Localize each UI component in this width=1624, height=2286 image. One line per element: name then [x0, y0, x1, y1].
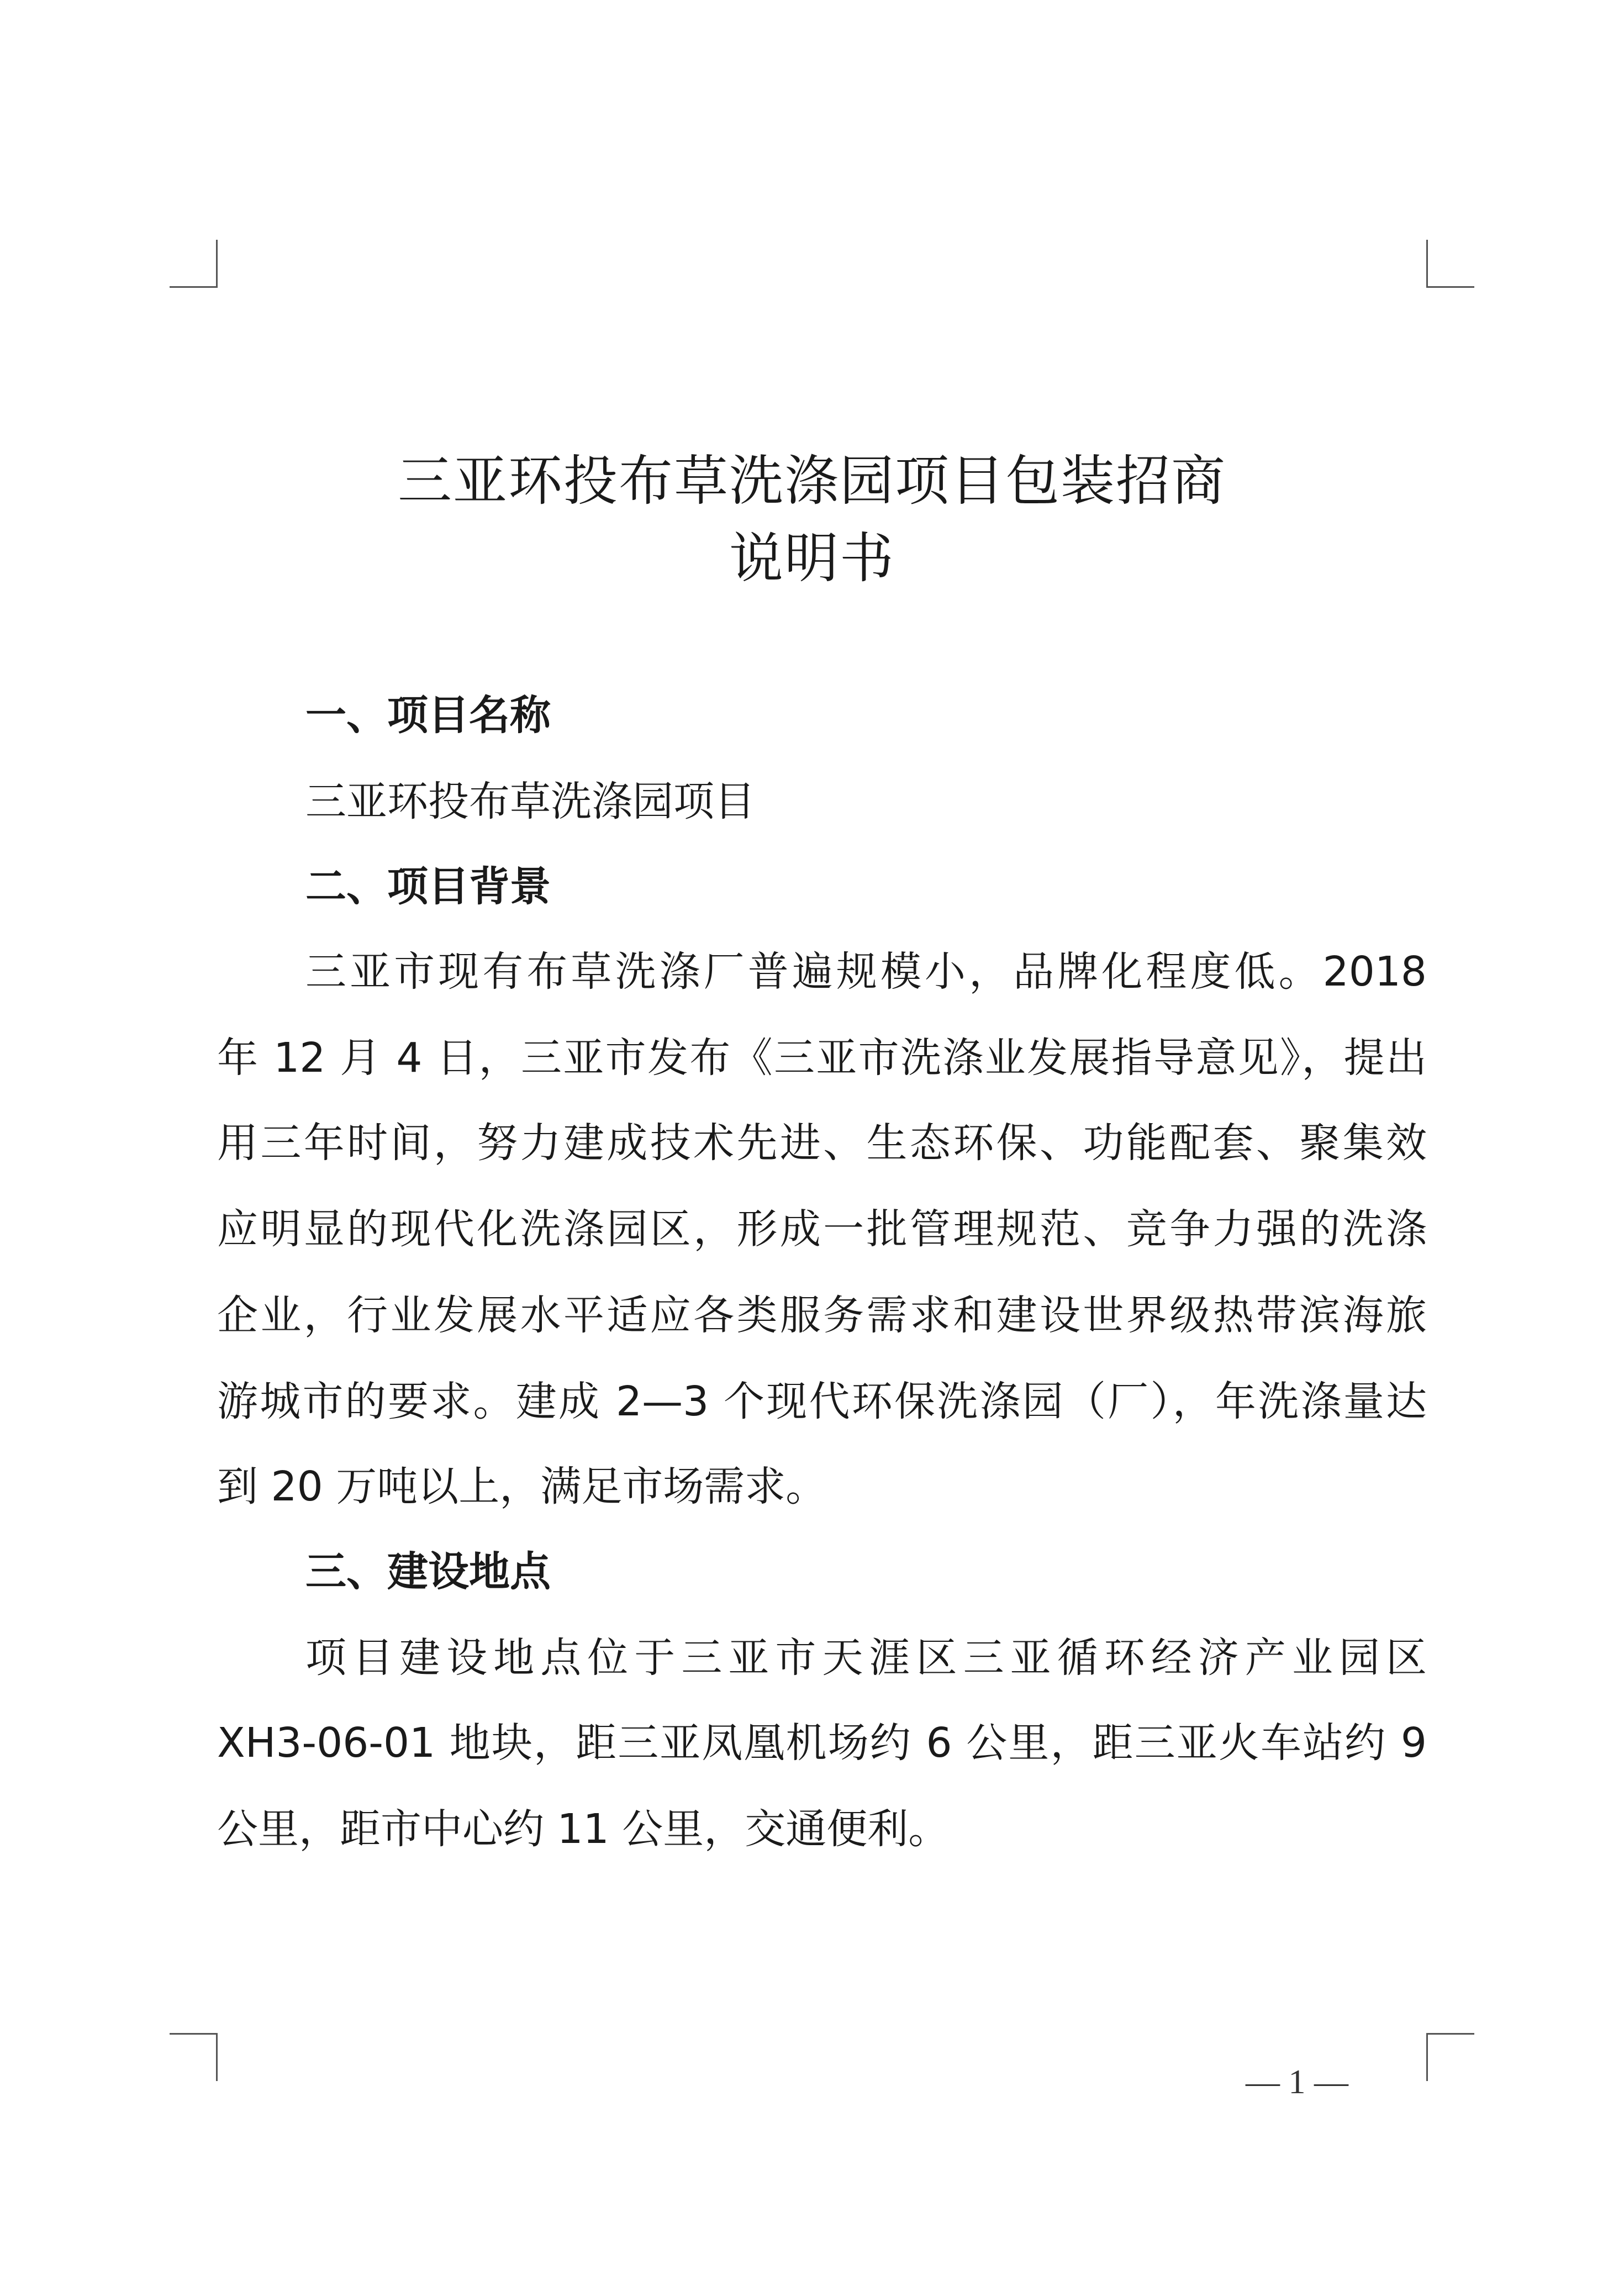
- crop-mark-bottom-right: [1426, 2033, 1474, 2081]
- document-title-line1: 三亚环投布草洗涤园项目包装招商: [397, 450, 1226, 513]
- location-paragraph-line: XH3-06-01 地块，距三亚凤凰机场约 6 公里，距三亚火车站约 9: [217, 1719, 1427, 1767]
- background-paragraph-line: 游城市的要求。建成 2—3 个现代环保洗涤园（厂），年洗涤量达: [217, 1378, 1427, 1425]
- page-number: — 1 —: [1246, 2063, 1348, 2101]
- section-heading-background: 二、项目背景: [305, 863, 551, 910]
- section-heading-project-name: 一、项目名称: [305, 692, 551, 739]
- project-name-text: 三亚环投布草洗涤园项目: [305, 778, 755, 825]
- crop-mark-bottom-left: [170, 2033, 218, 2081]
- crop-mark-top-left: [170, 240, 218, 288]
- section-heading-location: 三、建设地点: [305, 1548, 551, 1595]
- background-paragraph-line: 用三年时间，努力建成技术先进、生态环保、功能配套、聚集效: [217, 1119, 1427, 1167]
- background-paragraph-line: 到 20 万吨以上，满足市场需求。: [217, 1463, 827, 1510]
- background-paragraph-line: 三亚市现有布草洗涤厂普遍规模小，品牌化程度低。2018: [305, 948, 1427, 995]
- document-title-line2: 说明书: [729, 527, 895, 590]
- background-paragraph-line: 企业，行业发展水平适应各类服务需求和建设世界级热带滨海旅: [217, 1292, 1427, 1339]
- background-paragraph-line: 应明显的现代化洗涤园区，形成一批管理规范、竞争力强的洗涤: [217, 1205, 1427, 1253]
- crop-mark-top-right: [1426, 240, 1474, 288]
- location-paragraph-line: 公里，距市中心约 11 公里，交通便利。: [217, 1805, 950, 1853]
- background-paragraph-line: 年 12 月 4 日，三亚市发布《三亚市洗涤业发展指导意见》，提出: [217, 1034, 1427, 1082]
- location-paragraph-line: 项目建设地点位于三亚市天涯区三亚循环经济产业园区: [305, 1634, 1427, 1682]
